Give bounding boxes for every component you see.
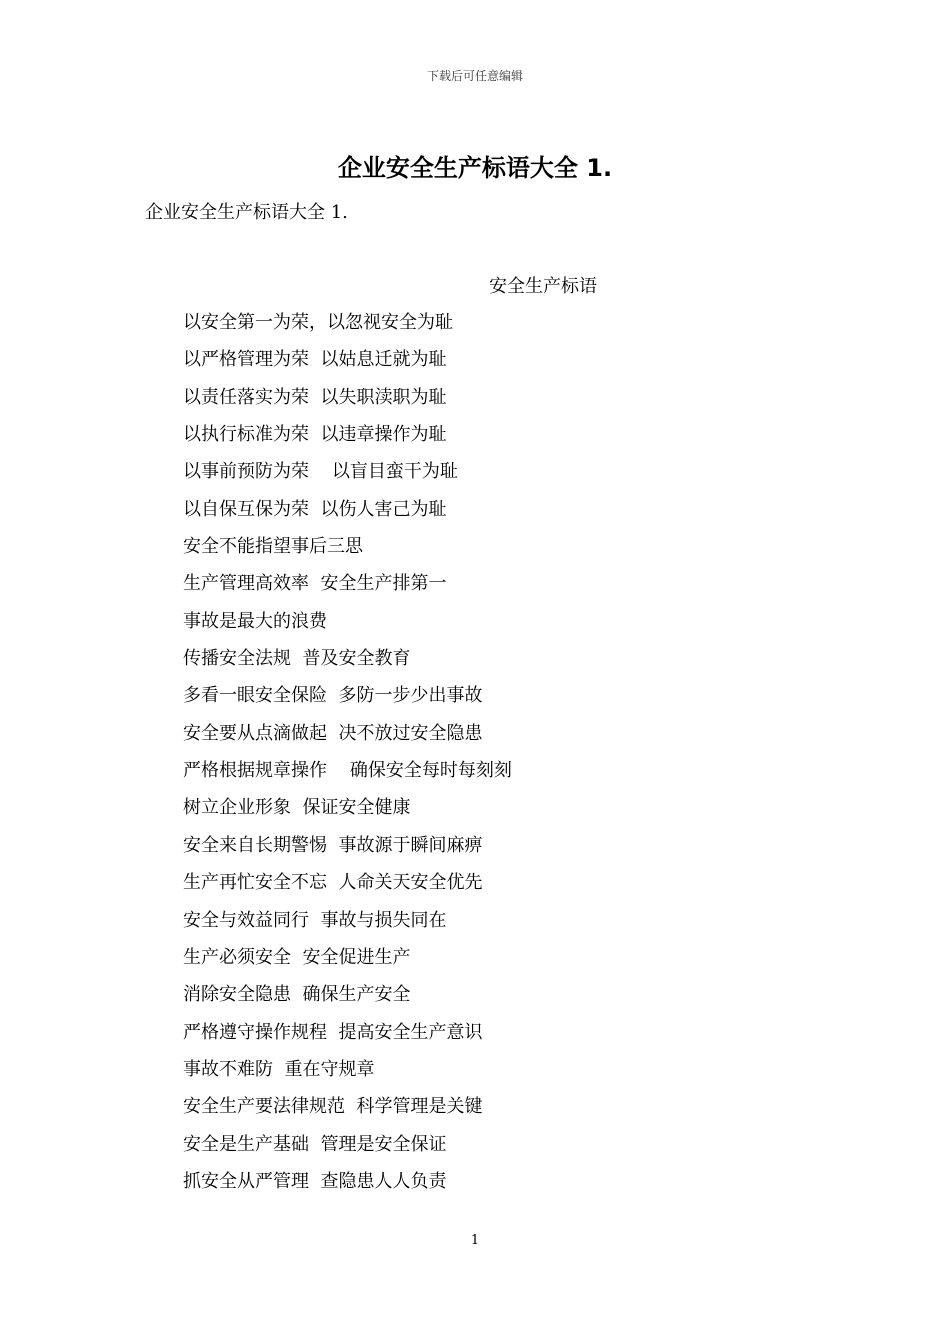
slogan-item: 抓安全从严管理 查隐患人人负责 xyxy=(183,1170,447,1192)
slogan-item: 安全来自长期警惕 事故源于瞬间麻痹 xyxy=(183,834,483,856)
slogan-item: 严格遵守操作规程 提高安全生产意识 xyxy=(183,1021,483,1043)
slogan-item: 事故是最大的浪费 xyxy=(183,610,327,632)
document-title: 企业安全生产标语大全 1. xyxy=(337,154,613,182)
header-note: 下载后可任意编辑 xyxy=(426,69,523,83)
section-heading: 安全生产标语 xyxy=(489,276,597,297)
slogan-item: 消除安全隐患 确保生产安全 xyxy=(183,984,411,1006)
slogan-item: 生产管理高效率 安全生产排第一 xyxy=(183,573,447,595)
slogan-item: 安全与效益同行 事故与损失同在 xyxy=(183,909,447,931)
slogan-item: 传播安全法规 普及安全教育 xyxy=(183,648,411,670)
slogan-item: 以责任落实为荣 以失职渎职为耻 xyxy=(183,386,447,408)
slogan-item: 事故不难防 重在守规章 xyxy=(183,1058,375,1080)
slogan-item: 严格根据规章操作 确保安全每时每刻刻 xyxy=(183,760,512,782)
page-number: 1 xyxy=(470,1233,480,1248)
slogan-item: 生产必须安全 安全促进生产 xyxy=(183,946,411,968)
slogan-item: 以安全第一为荣，以忽视安全为耻 xyxy=(183,312,453,333)
slogan-item: 多看一眼安全保险 多防一步少出事故 xyxy=(183,685,483,707)
slogan-item: 以严格管理为荣 以姑息迁就为耻 xyxy=(183,349,447,371)
slogan-item: 以自保互保为荣 以伤人害己为耻 xyxy=(183,498,447,520)
document-subtitle: 企业安全生产标语大全 1. xyxy=(145,202,348,223)
slogan-item: 安全要从点滴做起 决不放过安全隐患 xyxy=(183,722,483,744)
slogan-item: 安全不能指望事后三思 xyxy=(183,536,363,558)
slogan-list xyxy=(183,309,512,1205)
slogan-item: 安全是生产基础 管理是安全保证 xyxy=(183,1133,447,1155)
slogan-item: 安全生产要法律规范 科学管理是关键 xyxy=(183,1096,483,1118)
slogan-item: 以执行标准为荣 以违章操作为耻 xyxy=(183,424,447,446)
slogan-item: 树立企业形象 保证安全健康 xyxy=(183,797,411,819)
slogan-item: 以事前预防为荣 以盲目蛮干为耻 xyxy=(183,461,458,483)
slogan-item: 生产再忙安全不忘 人命关天安全优先 xyxy=(183,872,483,894)
